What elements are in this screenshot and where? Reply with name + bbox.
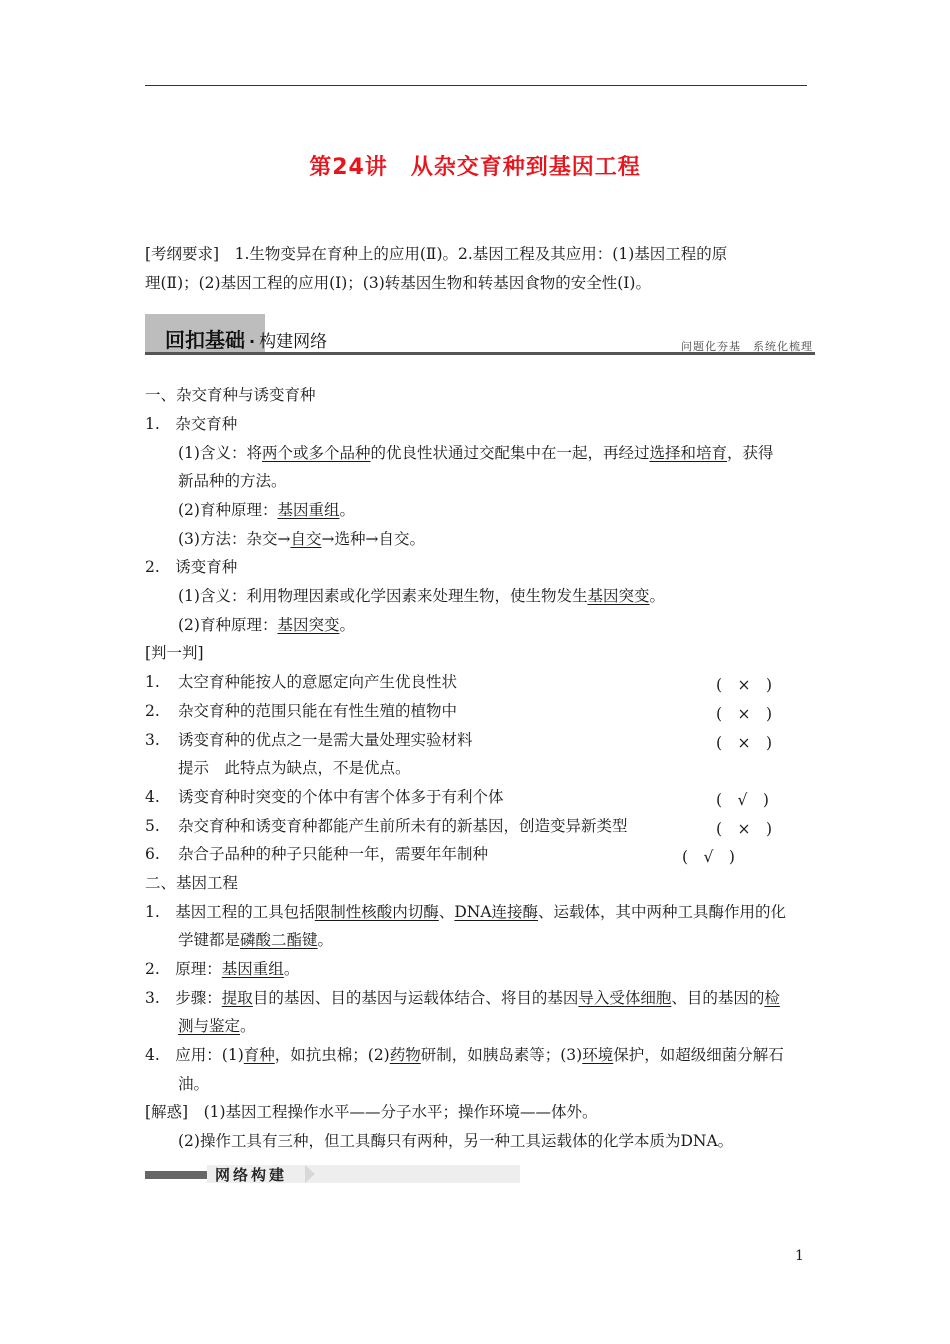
section2-heading: 二、基因工程 bbox=[145, 874, 239, 892]
section2-apps-line2: 油。 bbox=[178, 1075, 210, 1093]
underlined-answer: 基因重组 bbox=[221, 960, 284, 978]
text-segment: 。 bbox=[339, 501, 355, 519]
section2-tools-line1 bbox=[145, 898, 786, 927]
banner-right-text: 问题化夯基 系统化梳理 bbox=[681, 340, 813, 353]
judge-item-text: 杂交育种和诱变育种都能产生前所未有的新基因，创造变异新类型 bbox=[178, 817, 628, 835]
judge-item-number: 6. bbox=[145, 845, 160, 863]
section2-apps-line1 bbox=[145, 1041, 784, 1070]
judge-item-number: 2. bbox=[145, 702, 160, 720]
text-segment: 、运载体，其中两种工具酶作用的化 bbox=[538, 903, 787, 921]
text-segment: (1)含义：利用物理因素或化学因素来处理生物，使生物发生 bbox=[178, 587, 588, 605]
underlined-answer: 提取 bbox=[221, 989, 253, 1007]
underlined-answer: 两个或多个品种 bbox=[261, 444, 371, 462]
judge-item-number: 1. bbox=[145, 673, 160, 691]
underlined-answer: 磷酸 bbox=[240, 931, 272, 949]
clarify-line1: [解惑] (1)基因工程操作水平——分子水平；操作环境——体外。 bbox=[145, 1103, 598, 1121]
text-segment: 目的基因、目的基因与运载体结合、将目的基因 bbox=[252, 989, 579, 1007]
header-rule bbox=[145, 85, 807, 86]
clarify-line2: (2)操作工具有三种，但工具酶只有两种，另一种工具运载体的化学本质为DNA。 bbox=[178, 1132, 734, 1150]
underlined-answer: 二酯键 bbox=[271, 931, 318, 949]
section1-principle bbox=[178, 496, 355, 525]
section-banner bbox=[145, 314, 815, 358]
judge-item-mark: ( × ) bbox=[716, 705, 773, 723]
section1-mutation-principle bbox=[178, 611, 355, 640]
page-number: 1 bbox=[795, 1248, 804, 1264]
text-segment: 、 bbox=[438, 903, 455, 921]
judge-item-text: 杂交育种的范围只能在有性生殖的植物中 bbox=[178, 702, 458, 720]
text-segment: →选种→自交。 bbox=[321, 530, 425, 548]
text-segment: (2)育种原理： bbox=[178, 501, 278, 519]
section1-meaning-line1 bbox=[178, 439, 774, 468]
text-segment: 1. 基因工程的工具包括 bbox=[145, 903, 315, 921]
section1-item2: 2. 诱变育种 bbox=[145, 558, 238, 576]
judge-item-text: 杂合子品种的种子只能种一年，需要年年制种 bbox=[178, 845, 489, 863]
underlined-answer: 导入受体细胞 bbox=[578, 989, 672, 1007]
judge-item-mark: ( √ ) bbox=[682, 848, 735, 866]
text-segment: ，获得 bbox=[727, 444, 774, 462]
network-bar-dark bbox=[145, 1171, 207, 1179]
text-segment: (3)方法：杂交→ bbox=[178, 530, 291, 548]
underlined-answer: 基因重组 bbox=[277, 501, 340, 519]
section1-mutation-meaning bbox=[178, 582, 665, 611]
judge-item-mark: ( × ) bbox=[716, 734, 773, 752]
judge-item-number: 4. bbox=[145, 788, 160, 806]
section1-meaning-line2: 新品种的方法。 bbox=[178, 472, 287, 490]
underlined-answer: 基因突变 bbox=[277, 616, 340, 634]
underlined-answer: 药物 bbox=[389, 1046, 421, 1064]
judge-item-mark: ( × ) bbox=[716, 676, 773, 694]
banner-dot: · bbox=[249, 332, 256, 351]
text-segment: 。 bbox=[339, 616, 355, 634]
banner-main-text: 回扣基础 bbox=[165, 328, 245, 352]
section2-tools-line2 bbox=[178, 926, 333, 955]
judge-item-text: 诱变育种时突变的个体中有害个体多于有利个体 bbox=[178, 788, 504, 806]
text-segment: 。 bbox=[649, 587, 665, 605]
page-title: 第24讲 从杂交育种到基因工程 bbox=[309, 155, 641, 180]
judge-item-text: 诱变育种的优点之一是需大量处理实验材料 bbox=[178, 731, 473, 749]
underlined-answer: 检 bbox=[764, 989, 780, 1007]
underlined-answer: 环境 bbox=[582, 1046, 614, 1064]
text-segment: 学键都是 bbox=[178, 931, 241, 949]
text-segment: (1)含义：将 bbox=[178, 444, 262, 462]
judge-item-mark: ( √ ) bbox=[716, 791, 769, 809]
network-bar-arrow-icon bbox=[305, 1165, 315, 1183]
text-segment: 、目的基因的 bbox=[671, 989, 765, 1007]
syllabus-line-2: 理(Ⅱ)；(2)基因工程的应用(Ⅰ)；(3)转基因生物和转基因食物的安全性(Ⅰ)。 bbox=[145, 274, 651, 292]
text-segment: 研制，如胰岛素等；(3) bbox=[420, 1046, 583, 1064]
text-segment: 3. 步骤： bbox=[145, 989, 222, 1007]
underlined-answer: 基因突变 bbox=[587, 587, 650, 605]
text-segment: 。 bbox=[283, 960, 300, 978]
judge-item-number: 5. bbox=[145, 817, 160, 835]
text-segment: 保护，如超级细菌分解石 bbox=[613, 1046, 784, 1064]
text-segment: 。 bbox=[317, 931, 334, 949]
section2-steps-line2 bbox=[178, 1012, 256, 1041]
text-segment: 的优良性状通过交配集中在一起，再经过 bbox=[370, 444, 650, 462]
judge-item-number: 3. bbox=[145, 731, 160, 749]
text-segment: ，如抗虫棉；(2) bbox=[274, 1046, 390, 1064]
underlined-answer: 限制性核酸内切酶 bbox=[314, 903, 439, 921]
judge-heading: [判一判] bbox=[145, 644, 204, 662]
text-segment: 4. 应用：(1) bbox=[145, 1046, 244, 1064]
network-section-bar bbox=[145, 1165, 520, 1183]
text-segment: 。 bbox=[240, 1017, 256, 1035]
judge-hint: 提示 此特点为缺点，不是优点。 bbox=[178, 759, 411, 777]
section1-heading: 一、杂交育种与诱变育种 bbox=[145, 386, 316, 404]
section2-principle bbox=[145, 955, 299, 984]
text-segment: (2)育种原理： bbox=[178, 616, 278, 634]
underlined-answer: 育种 bbox=[243, 1046, 275, 1064]
underlined-answer: 自交 bbox=[290, 530, 322, 548]
banner-title bbox=[165, 324, 327, 353]
section1-method bbox=[178, 525, 425, 554]
text-segment: 2. 原理： bbox=[145, 960, 222, 978]
underlined-answer: 测与鉴定 bbox=[178, 1017, 241, 1035]
judge-item-text: 太空育种能按人的意愿定向产生优良性状 bbox=[178, 673, 458, 691]
section2-steps-line1 bbox=[145, 984, 780, 1013]
judge-item-mark: ( × ) bbox=[716, 820, 773, 838]
syllabus-line-1: [考纲要求] 1.生物变异在育种上的应用(Ⅱ)。2.基因工程及其应用：(1)基因工程的原 bbox=[145, 245, 728, 263]
banner-sub-text: 构建网络 bbox=[259, 332, 328, 352]
underlined-answer: DNA连接酶 bbox=[454, 903, 539, 921]
underlined-answer: 选择和培育 bbox=[649, 444, 728, 462]
network-label: 网络构建 bbox=[215, 1166, 288, 1184]
section1-item1: 1. 杂交育种 bbox=[145, 415, 238, 433]
